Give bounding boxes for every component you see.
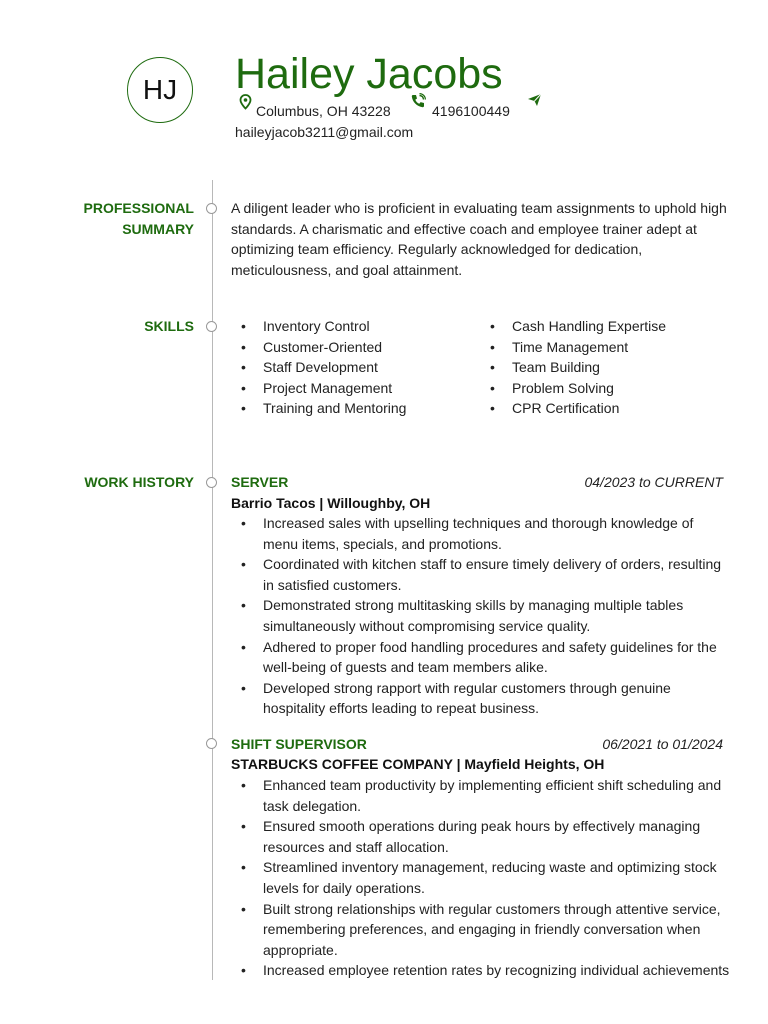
summary-paragraph: A diligent leader who is proficient in evaluating team assignments to uphold high standards. A charismatic and effective coach and employee trainer adept at optimizing team efficiency. Regularly acknowledged for dedication, meticulousness, and goal attainment. bbox=[231, 200, 727, 278]
job-bullet: • Increased employee retention rates by recognizing individual achievements bbox=[231, 960, 731, 981]
job-bullets bbox=[231, 775, 731, 981]
phone-icon bbox=[410, 93, 426, 114]
job-bullet: • Built strong relationships with regular customers through attentive service, remembering preferences, and engaging in friendly conversation when appropriate. bbox=[231, 899, 731, 961]
skills-list-left bbox=[231, 316, 471, 419]
job-bullet: • Increased sales with upselling techniques and thorough knowledge of menu items, specials, and promotions. bbox=[231, 513, 731, 554]
timeline-dot bbox=[206, 738, 217, 749]
job-bullet: • Adhered to proper food handling procedures and safety guidelines for the well-being of guests and team members alike. bbox=[231, 637, 731, 678]
candidate-name: Hailey Jacobs bbox=[235, 50, 503, 98]
location-pin-icon bbox=[239, 94, 252, 115]
monogram-avatar bbox=[127, 57, 193, 123]
skill-item: • Problem Solving bbox=[480, 378, 730, 399]
timeline-dot bbox=[206, 203, 217, 214]
timeline-dot bbox=[206, 477, 217, 488]
job-employer: STARBUCKS COFFEE COMPANY | Mayfield Heights, OH bbox=[231, 756, 605, 772]
section-title-work: WORK HISTORY bbox=[84, 474, 194, 490]
job-bullets bbox=[231, 513, 731, 719]
timeline-line bbox=[212, 180, 213, 980]
timeline-dot bbox=[206, 321, 217, 332]
skill-item: • Staff Development bbox=[231, 357, 471, 378]
section-title-line: PROFESSIONAL bbox=[83, 200, 194, 216]
skill-item: • Time Management bbox=[480, 337, 730, 358]
job-bullet: • Streamlined inventory management, reducing waste and optimizing stock levels for daily operations. bbox=[231, 857, 731, 898]
skill-item: • Cash Handling Expertise bbox=[480, 316, 730, 337]
email-text: haileyjacob3211@gmail.com bbox=[235, 124, 414, 140]
section-title-skills: SKILLS bbox=[144, 318, 194, 334]
job-bullet: • Demonstrated strong multitasking skills by managing multiple tables simultaneously without compromising service quality. bbox=[231, 595, 731, 636]
phone-text: 4196100449 bbox=[432, 103, 510, 119]
job-dates: 06/2021 to 01/2024 bbox=[602, 736, 723, 752]
section-title-summary bbox=[84, 198, 194, 239]
job-bullet: • Developed strong rapport with regular customers through genuine hospitality efforts leading to repeat business. bbox=[231, 678, 731, 719]
skill-item: • Project Management bbox=[231, 378, 471, 399]
job-bullet: • Enhanced team productivity by implementing efficient shift scheduling and task delegation. bbox=[231, 775, 731, 816]
skills-list-right bbox=[480, 316, 730, 419]
job-bullet: • Coordinated with kitchen staff to ensure timely delivery of orders, resulting in satisfied customers. bbox=[231, 554, 731, 595]
job-dates: 04/2023 to CURRENT bbox=[584, 474, 723, 490]
skill-item: • Customer-Oriented bbox=[231, 337, 471, 358]
location-text: Columbus, OH 43228 bbox=[256, 103, 391, 119]
skill-item: • Training and Mentoring bbox=[231, 398, 471, 419]
initials: HJ bbox=[142, 74, 178, 105]
section-title-line: SUMMARY bbox=[122, 220, 194, 237]
job-title: SHIFT SUPERVISOR bbox=[231, 736, 367, 752]
job-bullet: • Ensured smooth operations during peak hours by effectively managing resources and staff allocation. bbox=[231, 816, 731, 857]
job-title: SERVER bbox=[231, 474, 289, 490]
skill-item: • CPR Certification bbox=[480, 398, 730, 419]
skill-item: • Team Building bbox=[480, 357, 730, 378]
skill-item: • Inventory Control bbox=[231, 316, 471, 337]
send-icon bbox=[527, 93, 542, 112]
job-employer: Barrio Tacos | Willoughby, OH bbox=[231, 495, 431, 511]
